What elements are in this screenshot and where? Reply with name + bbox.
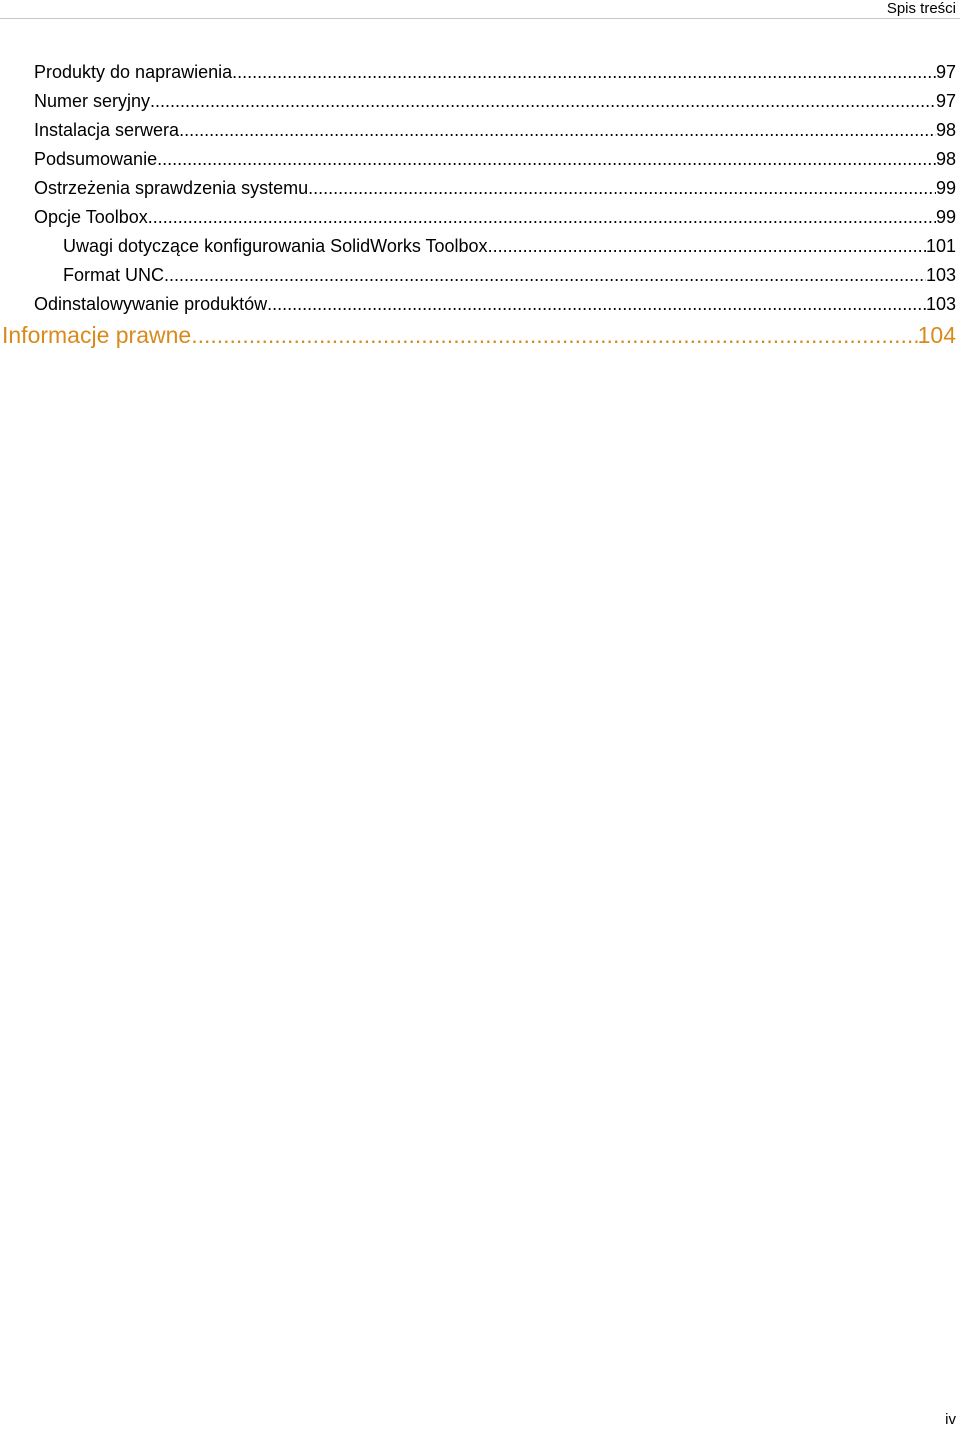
toc-entry-page: 99 bbox=[935, 178, 956, 198]
toc-chapter-entry[interactable] bbox=[0, 319, 956, 351]
toc-entry[interactable] bbox=[0, 145, 956, 174]
toc-dot-leader bbox=[232, 58, 936, 87]
toc-dot-leader bbox=[157, 145, 936, 174]
toc-entry-title: Odinstalowywanie produktów bbox=[34, 294, 268, 314]
toc-entry-title: Produkty do naprawienia bbox=[34, 62, 233, 82]
toc-entry-title: Numer seryjny bbox=[34, 91, 151, 111]
toc-subentry[interactable] bbox=[0, 232, 956, 261]
toc-dot-leader bbox=[267, 290, 926, 319]
toc-entry-page: 98 bbox=[935, 120, 956, 140]
running-header-title: Spis treści bbox=[886, 0, 956, 17]
toc-entry-page: 103 bbox=[925, 265, 956, 285]
toc-dot-leader bbox=[150, 87, 936, 116]
toc-entry[interactable] bbox=[0, 203, 956, 232]
page-number: iv bbox=[945, 1411, 956, 1428]
toc-subentry[interactable] bbox=[0, 261, 956, 290]
toc-entry-page: 97 bbox=[935, 91, 956, 111]
toc-dot-leader bbox=[488, 232, 926, 261]
toc-entry-title: Format UNC bbox=[63, 265, 165, 285]
toc-dot-leader bbox=[308, 174, 936, 203]
toc-entry-page: 101 bbox=[925, 236, 956, 256]
toc-dot-leader bbox=[179, 116, 936, 145]
toc-dot-leader bbox=[191, 319, 917, 351]
toc-entry-page: 99 bbox=[935, 207, 956, 227]
toc-entry[interactable] bbox=[0, 87, 956, 116]
toc-entry[interactable] bbox=[0, 58, 956, 87]
toc-entry-page: 103 bbox=[925, 294, 956, 314]
toc-dot-leader bbox=[148, 203, 936, 232]
toc-entry-title: Ostrzeżenia sprawdzenia systemu bbox=[34, 178, 309, 198]
table-of-contents bbox=[0, 58, 956, 351]
toc-chapter-title: Informacje prawne bbox=[2, 322, 192, 348]
toc-entry[interactable] bbox=[0, 174, 956, 203]
toc-dot-leader bbox=[164, 261, 926, 290]
toc-entry-title: Podsumowanie bbox=[34, 149, 158, 169]
toc-entry-page: 97 bbox=[935, 62, 956, 82]
toc-entry[interactable] bbox=[0, 290, 956, 319]
toc-entry-page: 98 bbox=[935, 149, 956, 169]
toc-entry-title: Instalacja serwera bbox=[34, 120, 180, 140]
toc-chapter-page: 104 bbox=[917, 322, 956, 348]
toc-entry[interactable] bbox=[0, 116, 956, 145]
header-divider bbox=[0, 18, 960, 19]
toc-entry-title: Opcje Toolbox bbox=[34, 207, 148, 227]
toc-entry-title: Uwagi dotyczące konfigurowania SolidWorks Toolbox bbox=[63, 236, 488, 256]
